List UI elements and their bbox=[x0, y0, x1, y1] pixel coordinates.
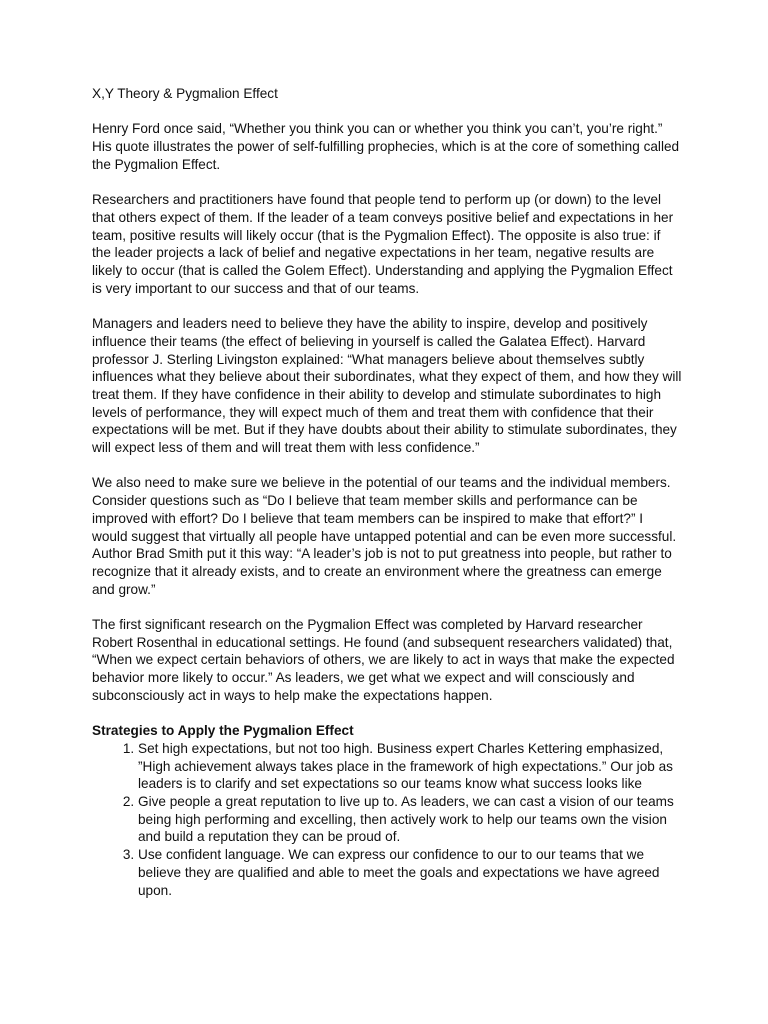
strategy-item-2: 2. Give people a great reputation to live up to. As leaders, we can cast a vision of our teams being high performing and excelling, then actively work to help our teams own the vision and build a reputation they can be proud of. bbox=[138, 793, 682, 846]
paragraph-managers: Managers and leaders need to believe they have the ability to inspire, develop and positively influence their teams (the effect of believing in yourself is called the Galatea Effect). Harvard professor J. Sterling Livingston explained: “What managers believe about themselves subtly influences what they believe about their subordinates, what they expect of them, and how they will treat them. If they have confidence in their ability to develop and stimulate subordinates to high levels of performance, they will expect much of them and treat them with confidence that their expectations will be met. But if they have doubts about their ability to stimulate subordinates, they will expect less of them and will treat them with less confidence.” bbox=[92, 316, 682, 456]
strategies-heading: Strategies to Apply the Pygmalion Effect bbox=[92, 723, 354, 739]
paragraph-research: The first significant research on the Pygmalion Effect was completed by Harvard researcher Robert Rosenthal in educational settings. He found (and subsequent researchers validated) that, “When we expect certain behaviors of others, we are likely to act in ways that make the expected behavior more likely to occur.” As leaders, we get what we expect and will consciously and subconsciously act in ways to help make the expectations happen. bbox=[92, 617, 675, 703]
paragraph-potential: We also need to make sure we believe in the potential of our teams and the individual members. Consider questions such as “Do I believe that team member skills and performance can be improved with effort? Do I believe that team members can be inspired to make that effort?” I would suggest that virtually all people have untapped potential and can be even more successful. Author Brad Smith put it this way: “A leader’s job is not to put greatness into people, but rather to recognize that it already exists, and to create an environment where the greatness can emerge and grow.” bbox=[92, 475, 677, 597]
strategies-list bbox=[92, 740, 682, 899]
paragraph-henry-ford: Henry Ford once said, “Whether you think you can or whether you think you can’t, you’re right.” His quote illustrates the power of self-fulfilling prophecies, which is at the core of something called the Pygmalion Effect. bbox=[92, 121, 680, 172]
document-page bbox=[92, 85, 682, 899]
paragraph-researchers: Researchers and practitioners have found that people tend to perform up (or down) to the level that others expect of them. If the leader of a team conveys positive belief and expectations in her team, positive results will likely occur (that is the Pygmalion Effect). The opposite is also true: if the leader projects a lack of belief and negative expectations in her team, negative results are likely to occur (that is called the Golem Effect). Understanding and applying the Pygmalion Effect is very important to our success and that of our teams. bbox=[92, 192, 674, 296]
strategy-item-1: 1. Set high expectations, but not too high. Business expert Charles Kettering emphasized, ”High achievement always takes place in the framework of high expectations.” Our job as leaders is to clarify and set expectations so our teams know what success looks like bbox=[138, 740, 682, 793]
strategy-item-3: 3. Use confident language. We can express our confidence to our to our teams that we believe they are qualified and able to meet the goals and expectations we have agreed upon. bbox=[138, 846, 682, 899]
document-title: X,Y Theory & Pygmalion Effect bbox=[92, 86, 278, 101]
